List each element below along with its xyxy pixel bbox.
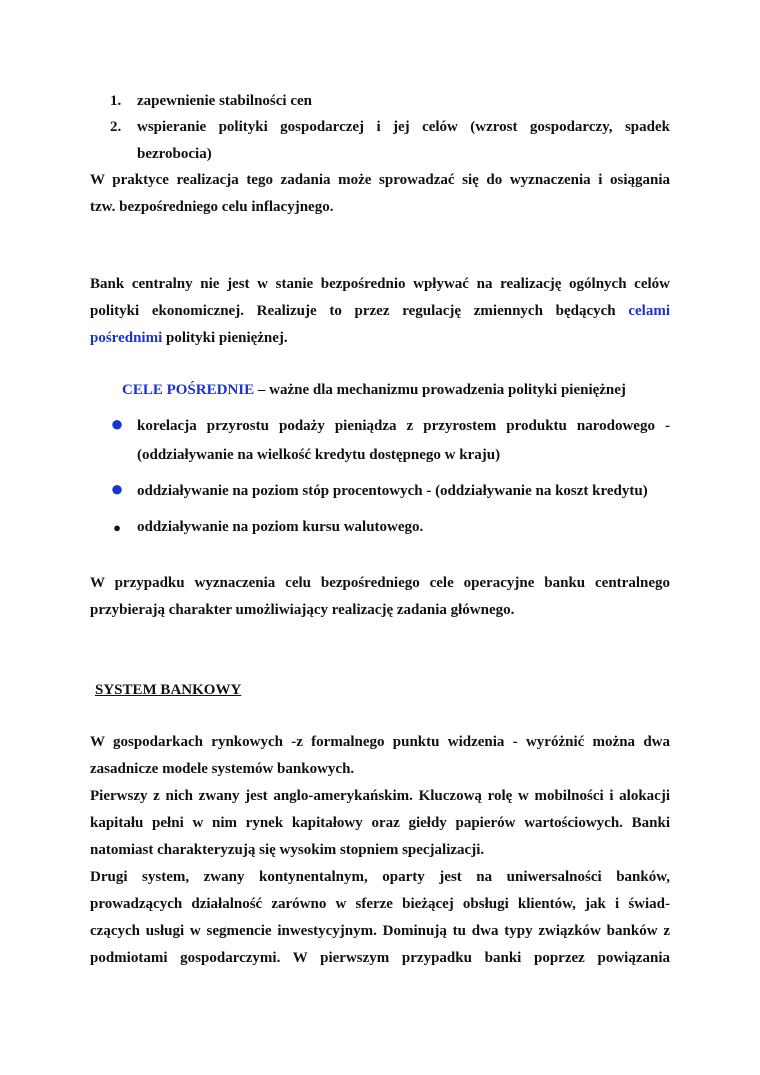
list-item-text: bezrobocia) bbox=[137, 146, 212, 162]
text-line: tzw. bezpośredniego celu inflacyjnego. bbox=[90, 199, 334, 215]
paragraph-operational-goals bbox=[90, 570, 670, 624]
text-line: przybierają charakter umożliwiający realizację zadania głównego. bbox=[90, 602, 515, 618]
text-line: W praktyce realizacja tego zadania może sprowadzać się do wyznaczenia i osiągania bbox=[90, 172, 670, 188]
bullet-icon: ● bbox=[110, 476, 124, 501]
paragraph-inflation-goal bbox=[90, 167, 670, 221]
text-segment: polityki ekonomicznej. Realizuje to przez regulację zmiennych będących bbox=[90, 303, 629, 319]
text-line: podmiotami gospodarczymi. W pierwszym przypadku banki poprzez powiązania bbox=[90, 950, 670, 966]
text-line bbox=[90, 325, 670, 352]
intermediate-goals-line bbox=[122, 378, 626, 402]
list-item-text: zapewnienie stabilności cen bbox=[137, 93, 312, 109]
text-line: kapitału pełni w nim rynek kapitałowy oraz giełdy papierów wartościowych. Banki bbox=[90, 815, 670, 831]
section-heading: SYSTEM BANKOWY bbox=[95, 682, 242, 698]
text-segment: polityki pieniężnej. bbox=[162, 330, 288, 346]
paragraph-central-bank bbox=[90, 271, 670, 352]
bullet-text: korelacja przyrostu podaży pieniądza z przyrostem produktu narodowego - bbox=[137, 418, 670, 434]
text-line: czących usługi w segmencie inwestycyjnym. Dominują tu dwa typy związków banków z bbox=[90, 923, 670, 939]
bullet-text: oddziaływanie na poziom stóp procentowych - (oddziaływanie na koszt kredytu) bbox=[137, 483, 648, 499]
text-line: Drugi system, zwany kontynentalnym, oparty jest na uniwersalności banków, bbox=[90, 869, 670, 885]
text-line bbox=[90, 298, 670, 325]
text-line: W przypadku wyznaczenia celu bezpośredniego cele operacyjne banku centralnego bbox=[90, 575, 670, 591]
list-item-text: wspieranie polityki gospodarczej i jej celów (wzrost gospodarczy, spadek bbox=[137, 119, 670, 135]
bullet-icon: ● bbox=[110, 411, 124, 436]
text-line: prowadzących działalność zarówno w sferze bieżącej obsługi klientów, jak i świad- bbox=[90, 896, 670, 912]
text-line: W gospodarkach rynkowych -z formalnego punktu widzenia - wyróżnić można dwa bbox=[90, 734, 670, 750]
intermediate-goals-text: – ważne dla mechanizmu prowadzenia polityki pieniężnej bbox=[254, 382, 626, 398]
highlight-term: pośrednimi bbox=[90, 330, 163, 346]
intermediate-goals-label: CELE POŚREDNIE bbox=[122, 382, 255, 398]
highlight-term: celami bbox=[628, 303, 670, 319]
text-line: Bank centralny nie jest w stanie bezpośrednio wpływać na realizację ogólnych celów bbox=[90, 276, 670, 292]
text-line: zasadnicze modele systemów bankowych. bbox=[90, 761, 355, 777]
bullet-text: (oddziaływanie na wielkość kredytu dostępnego w kraju) bbox=[137, 447, 501, 463]
list-number: 1. bbox=[110, 93, 122, 109]
text-line: natomiast charakteryzują się wysokim stopniem specjalizacji. bbox=[90, 842, 485, 858]
bullet-icon: ● bbox=[113, 520, 121, 535]
text-line: Pierwszy z nich zwany jest anglo-amerykańskim. Kluczową rolę w mobilności i alokacji bbox=[90, 788, 670, 804]
paragraph-banking-systems bbox=[90, 729, 670, 972]
bullet-text: oddziaływanie na poziom kursu walutowego. bbox=[137, 519, 424, 535]
list-number: 2. bbox=[110, 119, 122, 135]
